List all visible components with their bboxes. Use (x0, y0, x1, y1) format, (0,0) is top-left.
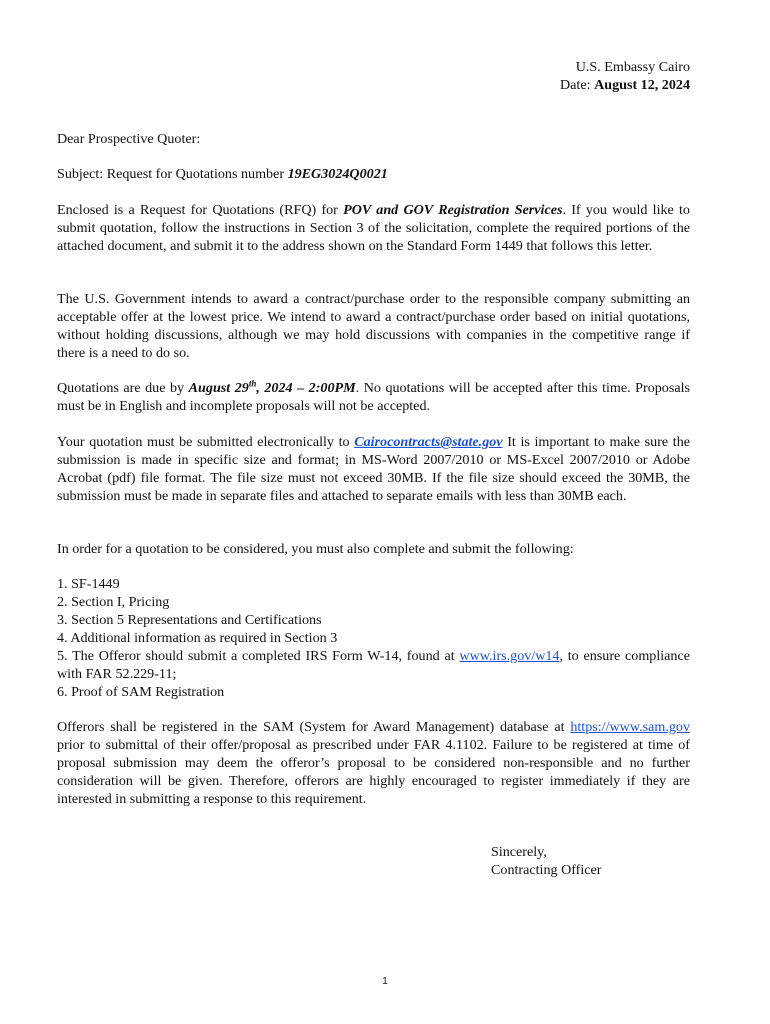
para4-before: Your quotation must be submitted electronically to (57, 434, 350, 450)
sam-link[interactable]: https://www.sam.gov (570, 719, 690, 735)
date-label: Date: (560, 77, 591, 93)
para6-after: prior to submittal of their offer/proposal as prescribed under FAR 4.1102. Failure to be registered at time of proposal submission may deem the offeror’s proposal to be considered non-responsible and no further consideration will be given. Therefore, offerors are highly encouraged to register immediately if they are interested in submitting a response to this requirement. (57, 737, 690, 807)
due-suffix: th (248, 378, 257, 389)
email-link[interactable]: Cairocontracts@state.gov (354, 434, 503, 450)
salutation: Dear Prospective Quoter: (57, 131, 201, 147)
paragraph-due-date (57, 379, 690, 415)
para1-before: Enclosed is a Request for Quotations (RFQ) for (57, 202, 338, 218)
subject-label: Subject: Request for Quotations number (57, 166, 285, 182)
embassy-name: U.S. Embassy Cairo (575, 59, 690, 75)
due-rest: , 2024 – 2:00PM (256, 380, 356, 396)
list-item: 6. Proof of SAM Registration (57, 684, 225, 700)
paragraph-enclosed (57, 201, 690, 255)
irs-link[interactable]: www.irs.gov/w14 (459, 648, 560, 664)
closing-sincerely: Sincerely, (491, 844, 547, 860)
para6-before: Offerors shall be registered in the SAM (System for Award Management) database at (57, 719, 565, 735)
list-item: 4. Additional information as required in Section 3 (57, 630, 338, 646)
list-item: 3. Section 5 Representations and Certifications (57, 612, 322, 628)
due-month-day: August 29 (188, 380, 249, 396)
requirements-list (57, 575, 690, 701)
due-date (189, 380, 356, 396)
signer-title: Contracting Officer (491, 862, 602, 878)
rfq-number: 19EG3024Q0021 (287, 166, 388, 182)
paragraph-submission (57, 433, 690, 505)
item5-after: , to ensure compliance with FAR 52.229-11; (57, 648, 690, 682)
paragraph-award: The U.S. Government intends to award a contract/purchase order to the responsible company submitting an acceptable offer at the lowest price. We intend to award a contract/purchase order based on initial quotations, without holding discussions, although we may hold discussions with companies in the competitive range if there is a need to do so. (57, 291, 690, 361)
para3-after: . No quotations will be accepted after this time. Proposals must be in English and incomplete proposals will not be accepted. (57, 380, 690, 414)
list-item: 1. SF-1449 (57, 576, 120, 592)
signature-block (491, 843, 602, 879)
subject-line (57, 165, 388, 183)
date-value: August 12, 2024 (594, 77, 690, 93)
para4-after: It is important to make sure the submission is made in specific size and format; in MS-Word 2007/2010 or MS-Excel 2007/2010 or Adobe Acrobat (pdf) file format. The file size must not exceed 30MB. If the file size should exceed the 30MB, the submission must be made in separate files and attached to separate emails with less than 30MB each. (57, 434, 690, 504)
page-number: 1 (382, 976, 388, 987)
sender-block (560, 58, 690, 94)
service-name: POV and GOV Registration Services (343, 202, 563, 218)
list-item (57, 647, 690, 683)
letter-date (560, 76, 690, 94)
list-item: 2. Section I, Pricing (57, 594, 170, 610)
para3-before: Quotations are due by (57, 380, 185, 396)
para1-after: . If you would like to submit quotation, follow the instructions in Section 3 of the solicitation, complete the required portions of the attached document, and submit it to the address shown on the Standard Form 1449 that follows this letter. (57, 202, 690, 254)
paragraph-sam (57, 718, 690, 808)
item5-before: 5. The Offeror should submit a completed IRS Form W-14, found at (57, 648, 455, 664)
paragraph-requirements: In order for a quotation to be considered, you must also complete and submit the following: (57, 541, 574, 557)
